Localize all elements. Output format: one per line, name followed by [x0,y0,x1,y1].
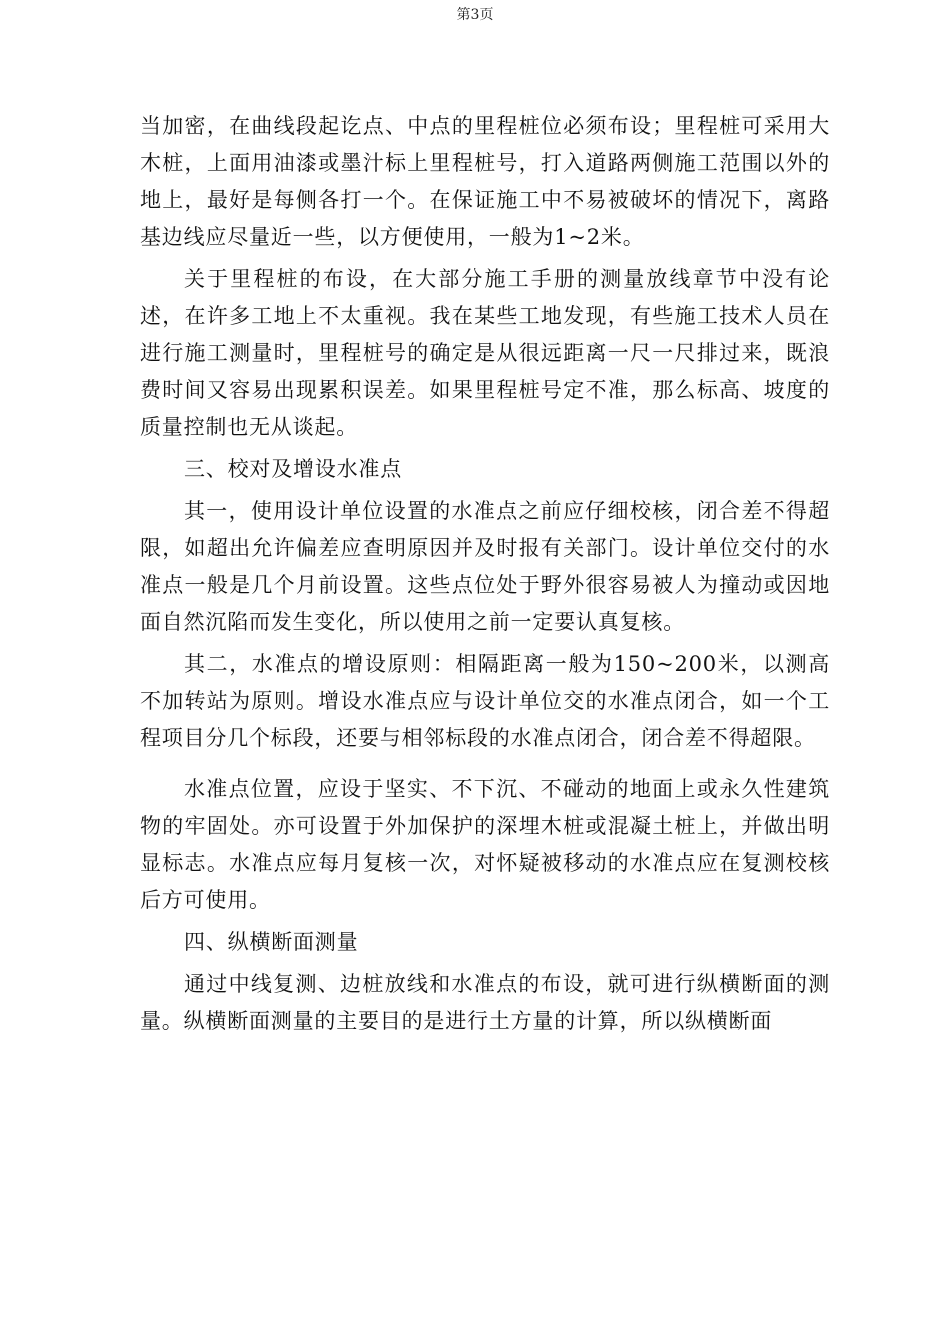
paragraph-mileage-stake-discussion: 关于里程桩的布设，在大部分施工手册的测量放线章节中没有论述，在许多工地上不太重视。我在某些工地发现，有些施工技术人员在进行施工测量时，里程桩号的确定是从很远距离一尺一尺排过来，既浪费时间又容易出现累积误差。如果里程桩号定不准，那么标高、坡度的质量控制也无从谈起。 [140,267,830,439]
paragraph-mileage-stake-placement: 当加密，在曲线段起讫点、中点的里程桩位必须布设；里程桩可采用大木桩，上面用油漆或墨汁标上里程桩号，打入道路两侧施工范围以外的地上，最好是每侧各打一个。在保证施工中不易被破坏的情况下，离路基边线应尽量近一些，以方便使用，一般为1~2米。 [140,114,830,249]
page-number: 第3页 [456,7,494,23]
document-body [140,108,830,1040]
section-heading-benchmark: 三、校对及增设水准点 [184,457,402,481]
paragraph-benchmark-addition: 其二，水准点的增设原则：相隔距离一般为150~200米，以测高不加转站为原则。增设水准点应与设计单位交的水准点闭合，如一个工程项目分几个标段，还要与相邻标段的水准点闭合，闭合差不得超限。 [140,652,830,750]
section-heading-cross-section: 四、纵横断面测量 [184,930,359,954]
paragraph-benchmark-location: 水准点位置，应设于坚实、不下沉、不碰动的地面上或永久性建筑物的牢固处。亦可设置于外加保护的深埋木桩或混凝土桩上，并做出明显标志。水准点应每月复核一次，对怀疑被移动的水准点应在复测校核后方可使用。 [140,777,830,912]
paragraph-cross-section-survey: 通过中线复测、边桩放线和水准点的布设，就可进行纵横断面的测量。纵横断面测量的主要目的是进行土方量的计算，所以纵横断面 [140,972,830,1033]
paragraph-benchmark-check: 其一，使用设计单位设置的水准点之前应仔细校核，闭合差不得超限，如超出允许偏差应查明原因并及时报有关部门。设计单位交付的水准点一般是几个月前设置。这些点位处于野外很容易被人为撞动或因地面自然沉陷而发生变化，所以使用之前一定要认真复核。 [140,499,830,634]
